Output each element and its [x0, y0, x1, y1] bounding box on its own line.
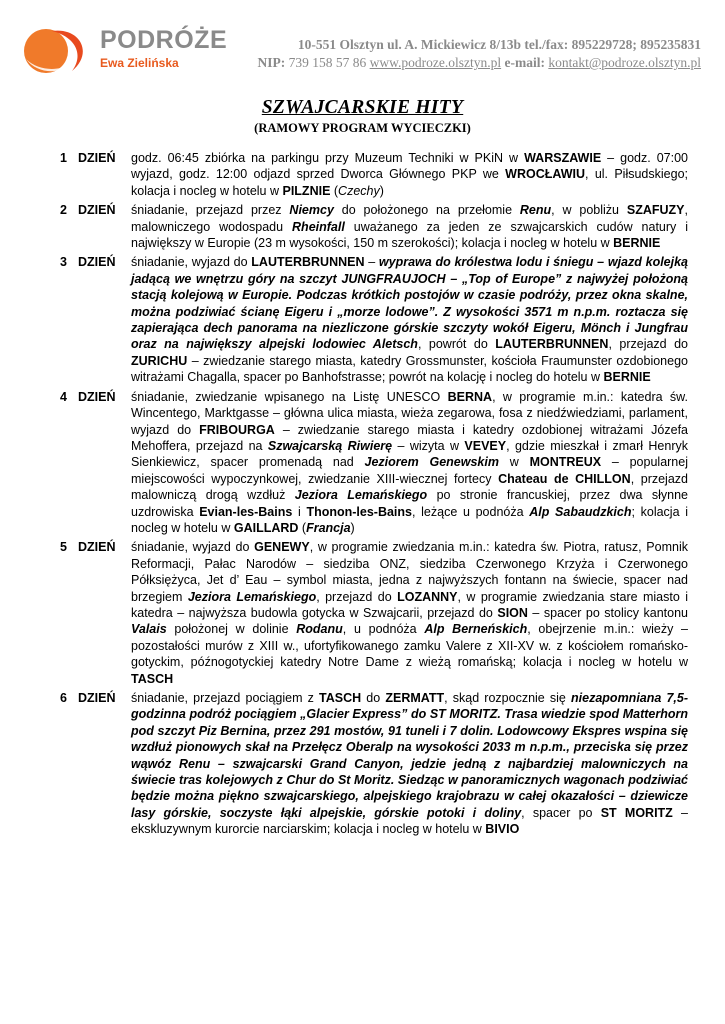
text-segment: śniadanie, zwiedzanie wpisanego na Listę UNESCO — [131, 389, 448, 404]
day-label — [60, 389, 131, 537]
text-segment: TASCH — [131, 671, 174, 686]
day-number: 6 — [60, 691, 67, 705]
logo-name: PODRÓŻE — [100, 26, 228, 54]
contact-info — [258, 36, 702, 72]
day-word: DZIEŃ — [78, 255, 116, 270]
text-segment: ZURICHU — [131, 353, 188, 368]
text-segment: – ekskluzywnym kurorcie narciarskim; kolacja i nocleg w hotelu w — [131, 805, 688, 837]
text-segment: , powrót do — [417, 337, 496, 352]
text-segment: – — [364, 255, 379, 270]
text-segment: , u podnóża — [342, 622, 425, 637]
day-number: 5 — [60, 540, 67, 555]
text-segment: Thonon-les-Bains — [306, 504, 412, 519]
text-segment: Valais — [131, 622, 167, 637]
text-segment: , przejazd do — [608, 337, 688, 352]
day-number: 2 — [60, 203, 67, 218]
text-segment: Jeziora Lemańskiego — [294, 488, 428, 503]
day-entry — [60, 389, 688, 537]
day-description — [131, 539, 688, 687]
text-segment: Francja — [306, 520, 351, 535]
day-description — [131, 690, 688, 838]
text-segment: ( — [330, 183, 339, 198]
text-segment: LOZANNY — [397, 589, 458, 604]
text-segment: ) — [379, 183, 384, 198]
text-segment: VEVEY — [464, 438, 507, 453]
letterhead — [0, 0, 725, 90]
text-segment: Alp Berneńskich — [424, 622, 528, 637]
text-segment: wyprawa do królestwa lodu i śniegu – wjazd kolejką jadącą we wnętrzu góry na szczyt JUNGFRAUJOCH – „Top of Europe” z najwyżej położoną stacją kolejową w Europie. Podczas krótkich postojów w czasie podróży, przez okna skalne, można podziwiać ścianę Eigeru i „morze lodowe”. Z wysokości 3571 m n.p.m. roztacza się zapierająca dech panorama na niezliczone górskie szczyty wokół Eigeru, Mönch i Jungfrau oraz na największy alpejski lodowiec Aletsch — [131, 255, 689, 352]
day-word: DZIEŃ — [78, 203, 116, 218]
text-segment: , obejrzenie m.in.: wieży – pozostałości murów z XIII w., ufortyfikowanego zamku Valere z XII-XV w. z kościołem romańsko-gotyckim, późnogotyckiej katedry Notre Dame z wieżą romańską; kolacja i nocleg w hotelu w — [131, 622, 689, 670]
text-segment: , spacer po — [521, 805, 601, 820]
text-segment: FRIBOURGA — [199, 422, 275, 437]
itinerary — [60, 150, 688, 841]
text-segment: – popularnej miejscowości wypoczynkowej, zwiedzanie XIII-wiecznej fortecy — [131, 455, 688, 486]
text-segment: GAILLARD — [233, 520, 299, 535]
text-segment: GENEWY — [254, 540, 310, 555]
text-segment: – wizyta w — [392, 438, 465, 453]
text-segment: śniadanie, wyjazd do — [131, 540, 255, 555]
text-segment: WARSZAWIE — [524, 151, 602, 165]
text-segment: śniadanie, wyjazd do — [131, 255, 252, 270]
day-description — [131, 150, 688, 199]
nip-line — [258, 54, 702, 72]
text-segment: do — [361, 691, 386, 705]
text-segment: Niemcy — [289, 203, 334, 218]
website-link[interactable]: www.podroze.olsztyn.pl — [369, 55, 502, 70]
text-segment: niezapomniana 7,5-godzinna podróż pociągiem „Glacier Express” do ST MORITZ. Trasa wiedzie spod Matterhorn pod szczyt Piz Bernina, przez 291 mostów, 91 tuneli i 7 dolin. Lodowcowy Ekspres wspina się wzdłuż pionowych skał na Przełęcz Oberalp na wysokości 2033 m n.p.m., przeciska się przez wąwóz Renu – szwajcarski Grand Canyon, jedzie jedną z najbardziej malowniczych na świecie tras kolejowych z Chur do St Moritz. Siedząc w panoramicznych wagonach podziwiać będzie można piękno szwajcarskiego, alpejskiego krajobrazu w całej okazałości – dziewicze lasy górskie, soczyste łąki alpejskie, górskie potoki i doliny — [131, 691, 689, 820]
text-segment: Evian-les-Bains — [199, 504, 293, 519]
text-segment: Rodanu — [296, 622, 343, 637]
text-segment: w — [498, 455, 530, 470]
text-segment: Jeziorem Genewskim — [364, 455, 499, 470]
day-entry — [60, 202, 688, 251]
day-label — [60, 150, 131, 199]
text-segment: położonej w dolinie — [166, 622, 297, 637]
text-segment: śniadanie, przejazd pociągiem z — [131, 691, 320, 705]
document-title: SZWAJCARSKIE HITY — [261, 97, 464, 118]
text-segment: i — [292, 504, 307, 519]
day-word: DZIEŃ — [78, 389, 116, 404]
text-segment: BERNIE — [613, 236, 661, 251]
text-segment: śniadanie, przejazd przez — [131, 203, 290, 218]
day-entry — [60, 539, 688, 687]
text-segment: ) — [350, 520, 355, 535]
text-segment: MONTREUX — [529, 455, 602, 470]
text-segment: Renu — [519, 203, 552, 218]
text-segment: ZERMATT — [385, 691, 445, 705]
day-entry — [60, 690, 688, 838]
day-description — [131, 254, 688, 385]
document-subtitle: (RAMOWY PROGRAM WYCIECZKI) — [254, 121, 471, 135]
text-segment: do położonego na przełomie — [333, 203, 520, 218]
text-segment: , skąd rozpocznie się — [444, 691, 572, 705]
text-segment: BERNA — [447, 389, 493, 404]
day-word: DZIEŃ — [78, 540, 116, 555]
day-number: 1 — [60, 151, 67, 165]
day-number: 4 — [60, 389, 67, 404]
email-label: e-mail: — [504, 55, 545, 70]
text-segment: BIVIO — [485, 822, 520, 837]
text-segment: po stronie francuskiej, przez dwa słynne uzdrowiska — [131, 488, 688, 519]
company-logo — [22, 25, 228, 77]
text-segment: , przejazd malowniczą drogą wzdłuż — [131, 471, 688, 503]
text-segment: PILZNIE — [282, 183, 331, 198]
text-segment: – godz. 07:00 wyjazd, godz. 12:00 odjazd sprzed Dworca Głównego PKP we — [131, 151, 688, 182]
text-segment: , malowniczego wodospadu — [131, 203, 688, 234]
text-segment: ; kolacja i nocleg w hotelu w — [131, 504, 688, 535]
text-segment: uważanego za jeden ze szwajcarskich cudów natury i największy w Europie (23 m wysokości, 150 m szerokości); kolacja i nocleg w hotelu w — [131, 219, 689, 251]
text-segment: Chateau de CHILLON — [498, 471, 631, 486]
day-entry — [60, 150, 688, 199]
text-segment: SZAFUZY — [626, 203, 685, 218]
address-line: 10-551 Olsztyn ul. A. Mickiewicz 8/13b tel./fax: 895229728; 895235831 — [297, 37, 701, 52]
text-segment: Jeziora Lemańskiego — [187, 589, 317, 604]
day-label — [60, 202, 131, 251]
text-segment: SION — [497, 605, 528, 620]
text-segment: Rheinfall — [292, 219, 345, 234]
text-segment: , przejazd do — [316, 589, 398, 604]
text-segment: – zwiedzanie starego miasta, katedry Grossmunster, kościoła Fraumunster ozdobionego witrażami Chagalla, spacer po Banhofstrasse; powrót na kolację i nocleg do hotelu w — [131, 353, 688, 385]
text-segment: godz. 06:45 zbiórka na parkingu przy Muzeum Techniki w PKiN w — [131, 151, 525, 165]
email-link[interactable]: kontakt@podroze.olsztyn.pl — [548, 55, 701, 70]
text-segment: , w programie m.in.: katedra św. Wincentego, Marktgasse – główna ulica miasta, wieża zegarowa, fosa z niedźwiedziami, parlament, wyjazd do — [131, 389, 688, 437]
text-segment: Czechy — [338, 183, 380, 198]
text-segment: Szwajcarską Riwierę — [267, 438, 393, 453]
day-number: 3 — [60, 255, 67, 270]
text-segment: , leżące u podnóża — [412, 504, 530, 519]
day-word: DZIEŃ — [78, 151, 116, 165]
text-segment: , w pobliżu — [551, 203, 627, 218]
text-segment: , gdzie mieszkał i zmarł Henryk Sienkiewicz, spacer promenadą nad — [131, 438, 689, 470]
text-segment: , w programie zwiedzania m.in.: katedra św. Piotra, ratusz, Pomnik Reformacji, Pałac Narodów – siedziba ONZ, siedziba Czerwonego Krzyża i Czerwonego Półksiężyca, Jet d’ Eau – symbol miasta, jedna z najwyższych fontann na świecie, spacer nad brzegiem — [131, 540, 688, 604]
text-segment: TASCH — [319, 691, 362, 705]
day-description — [131, 389, 688, 537]
logo-mark-icon — [22, 25, 92, 77]
text-segment: , w programie zwiedzania stare miasto i katedra – najwyższa budowla gotycka w Szwajcarii, przejazd do — [131, 589, 688, 620]
day-label — [60, 539, 131, 687]
day-description — [131, 202, 688, 251]
nip-label: NIP: — [257, 55, 286, 70]
text-segment: – spacer po stolicy kantonu — [527, 605, 689, 620]
day-label — [60, 690, 131, 838]
nip-value: 739 158 57 86 — [288, 55, 367, 70]
logo-subtitle: Ewa Zielińska — [100, 56, 179, 70]
text-segment: LAUTERBRUNNEN — [251, 255, 365, 270]
text-segment: BERNIE — [603, 370, 651, 385]
text-segment: LAUTERBRUNNEN — [495, 337, 609, 352]
day-entry — [60, 254, 688, 385]
text-segment: WROCŁAWIU — [505, 167, 586, 182]
text-segment: , ul. Piłsudskiego; kolacja i nocleg w hotelu w — [131, 167, 688, 198]
text-segment: – zwiedzanie starego miasta i katedry ozdobionej witrażami Józefa Mehoffera, przejazd na — [131, 422, 689, 453]
text-segment: Alp Sabaudzkich — [529, 504, 632, 519]
text-segment: ( — [298, 520, 307, 535]
day-label — [60, 254, 131, 385]
text-segment: ST MORITZ — [600, 805, 673, 820]
day-word: DZIEŃ — [78, 691, 116, 705]
